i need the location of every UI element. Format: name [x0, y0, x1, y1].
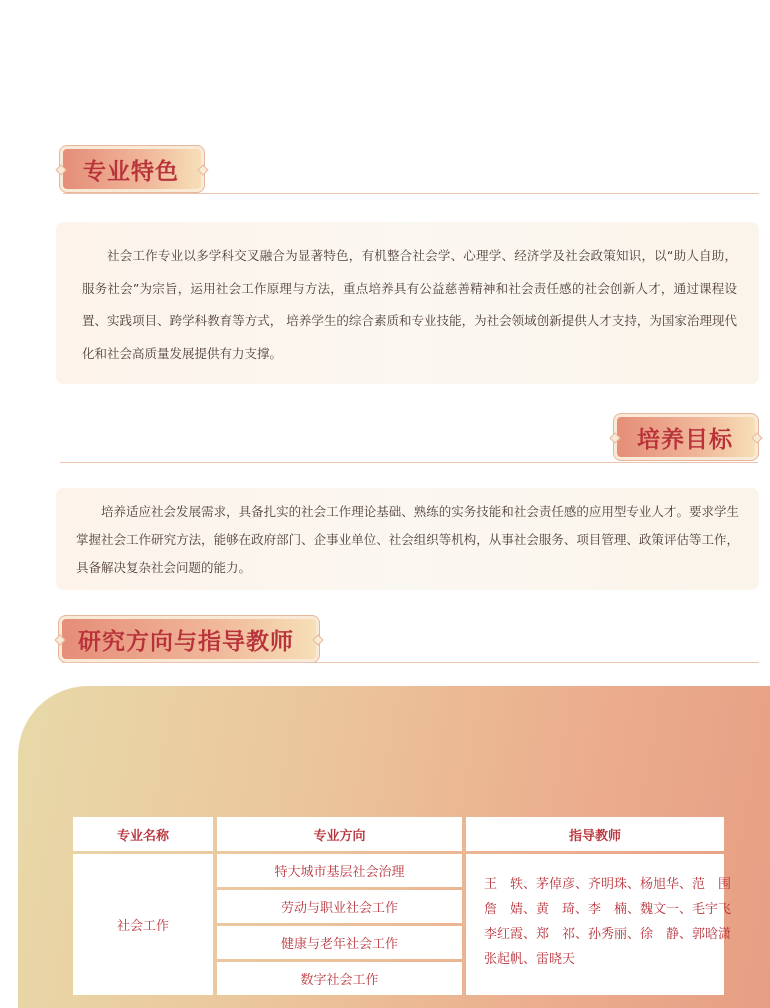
divider-goals [60, 462, 758, 463]
features-text-box [56, 222, 759, 384]
section-header-research [62, 619, 316, 659]
table-cell-direction: 数字社会工作 [217, 962, 462, 995]
table-cell-direction: 健康与老年社会工作 [217, 926, 462, 959]
divider-features [63, 193, 759, 194]
features-paragraph: 社会工作专业以多学科交叉融合为显著特色，有机整合社会学、心理学、经济学及社会政策知识，以“助人自助，服务社会”为宗旨，运用社会工作原理与方法，重点培养具有公益慈善精神和社会责任感的社会创新人才，通过课程设置、实践项目、跨学科教育等方式， 培养学生的综合素质和专业技能，为社会领域创新提供人才支持，为国家治理现代化和社会高质量发展提供有力支撑。 [82, 248, 737, 361]
teacher-line: 李红霞、郑 祁、孙秀丽、徐 静、郭晗潇 [484, 927, 732, 942]
section-header-goals [617, 417, 755, 457]
table-header-direction: 专业方向 [217, 817, 462, 851]
goals-paragraph: 培养适应社会发展需求，具备扎实的社会工作理论基础、熟练的实务技能和社会责任感的应用型专业人才。要求学生掌握社会工作研究方法，能够在政府部门、企事业单位、社会组织等机构，从事社会服务、项目管理、政策评估等工作，具备解决复杂社会问题的能力。 [76, 504, 739, 575]
table-cell-teachers [466, 854, 732, 995]
section-title-features: 专业特色 [83, 158, 179, 185]
teacher-line: 詹 婧、黄 琦、李 楠、魏文一、毛宇飞 [484, 902, 732, 917]
table-cell-direction: 特大城市基层社会治理 [217, 854, 462, 887]
section-title-goals: 培养目标 [637, 426, 733, 453]
teacher-line: 王 轶、茅倬彦、齐明珠、杨旭华、范 围 [484, 877, 732, 892]
table-header-teachers: 指导教师 [466, 817, 724, 851]
table-cell-major: 社会工作 [73, 854, 213, 995]
teacher-line: 张起帆、雷晓天 [484, 952, 576, 967]
table-header-major: 专业名称 [73, 817, 213, 851]
goals-text-box [56, 488, 759, 590]
divider-research [62, 662, 759, 663]
section-header-features [63, 149, 201, 189]
table-cell-direction: 劳动与职业社会工作 [217, 890, 462, 923]
section-title-research: 研究方向与指导教师 [78, 628, 294, 655]
